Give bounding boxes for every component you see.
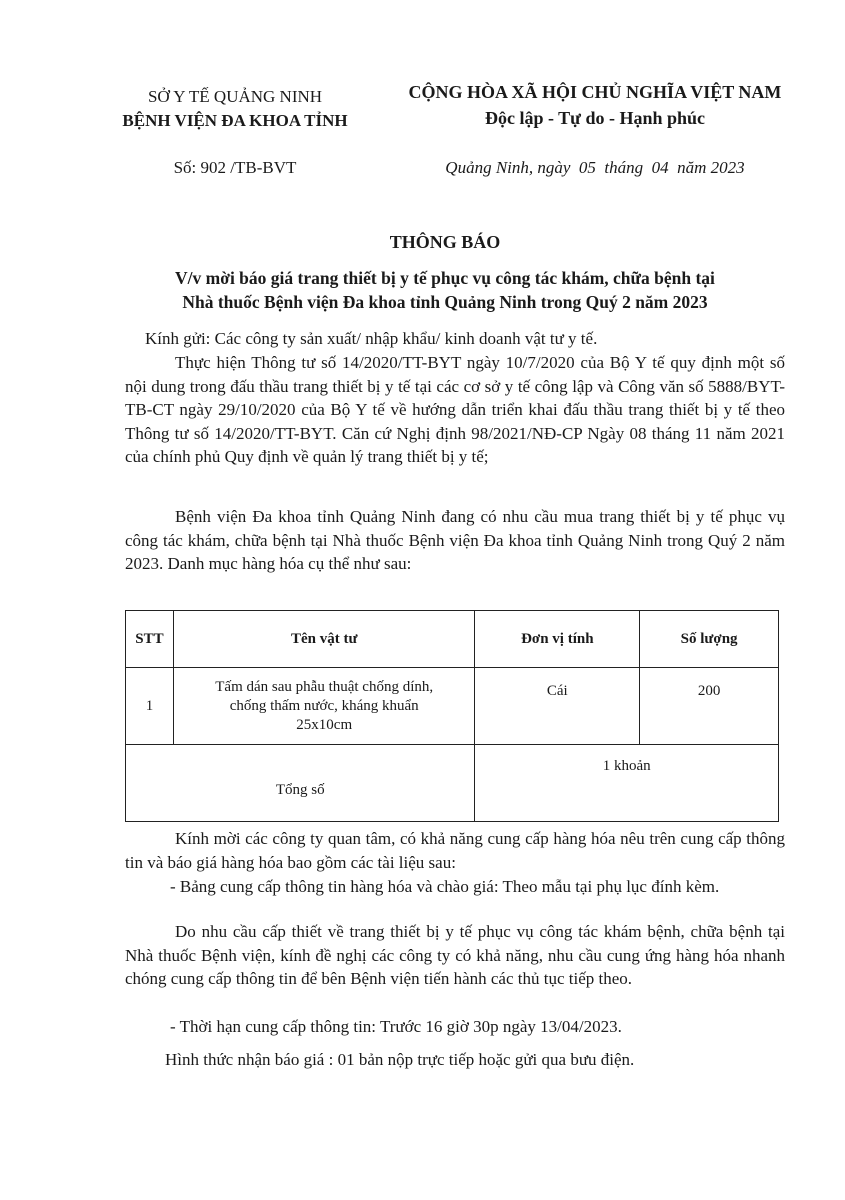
urgency-paragraph: Do nhu cầu cấp thiết về trang thiết bị y tế phục vụ công tác khám bệnh, chữa bệnh tại Nhà thuốc Bệnh viện, kính đề nghị các công ty có khả năng, nhu cầu cung ứng hàng hóa nhanh chóng cung cấp thông tin để bên Bệnh viện tiến hành các thủ tục tiếp theo. [125,922,785,988]
issuer-block [95,85,375,133]
total-label: Tổng số [126,745,475,822]
invitation-paragraph: Kính mời các công ty quan tâm, có khả năng cung cấp hàng hóa nêu trên cung cấp thông tin và báo giá hàng hóa bao gồm các tài liệu sau: [125,829,785,872]
document-number: Số: 902 /TB-BVT [173,158,297,177]
item-name-line-2: chống thấm nước, kháng khuẩn [229,697,419,714]
motto: Độc lập - Tự do - Hạnh phúc [484,108,706,128]
item-name-line-3: 25x10cm [296,716,353,733]
cell-quantity: 200 [640,668,779,745]
table-total-row [126,745,779,822]
submission-method: Hình thức nhận báo giá : 01 bản nộp trực tiếp hoặc gửi qua bưu điện. [165,1050,635,1069]
hospital-name: BỆNH VIỆN ĐA KHOA TỈNH [122,111,348,130]
cell-item-name [173,668,474,745]
cell-stt: 1 [126,668,174,745]
national-motto-block [385,79,805,131]
deadline-item: - Thời hạn cung cấp thông tin: Trước 16 giờ 30p ngày 13/04/2023. [170,1017,622,1036]
requirement-item-1: - Bảng cung cấp thông tin hàng hóa và chào giá: Theo mẫu tại phụ lục đính kèm. [170,877,720,896]
country-name: CỘNG HÒA XÃ HỘI CHỦ NGHĨA VIỆT NAM [408,82,782,102]
request-paragraph: Bệnh viện Đa khoa tỉnh Quảng Ninh đang có nhu cầu mua trang thiết bị y tế phục vụ công tác khám, chữa bệnh tại Nhà thuốc Bệnh viện Đa khoa tỉnh Quảng Ninh trong Quý 2 năm 2023. Danh mục hàng hóa cụ thể như sau: [125,507,785,573]
legal-basis-paragraph: Thực hiện Thông tư số 14/2020/TT-BYT ngày 10/7/2020 của Bộ Y tế quy định một số nội dung trong đấu thầu trang thiết bị y tế tại các cơ sở y tế công lập và Công văn số 5888/BYT-TB-CT ngày 29/10/2020 của Bộ Y tế về hướng dẫn triển khai đấu thầu trang thiết bị y tế theo Thông tư số 14/2020/TT-BYT. Căn cứ Nghị định 98/2021/NĐ-CP Ngày 08 tháng 11 năm 2021 của chính phủ Quy định về quản lý trang thiết bị y tế; [125,353,785,466]
col-header-name: Tên vật tư [173,611,474,668]
recipient-line: Kính gửi: Các công ty sản xuất/ nhập khẩu/ kinh doanh vật tư y tế. [145,329,598,348]
document-title: THÔNG BÁO [389,232,501,252]
col-header-unit: Đơn vị tính [475,611,640,668]
items-table [125,610,779,822]
document-date: Quảng Ninh, ngày 05 tháng 04 năm 2023 [445,158,745,177]
total-value: 1 khoản [475,745,779,822]
document-subject [110,266,780,314]
col-header-quantity: Số lượng [640,611,779,668]
table-header-row [126,611,779,668]
cell-unit: Cái [475,668,640,745]
table-row [126,668,779,745]
department-name: SỞ Y TẾ QUẢNG NINH [147,87,323,106]
subject-line-2: Nhà thuốc Bệnh viện Đa khoa tỉnh Quảng Ninh trong Quý 2 năm 2023 [182,292,708,312]
col-header-stt: STT [126,611,174,668]
subject-line-1: V/v mời báo giá trang thiết bị y tế phục vụ công tác khám, chữa bệnh tại [175,268,715,288]
item-name-line-1: Tấm dán sau phẫu thuật chống dính, [215,678,434,695]
